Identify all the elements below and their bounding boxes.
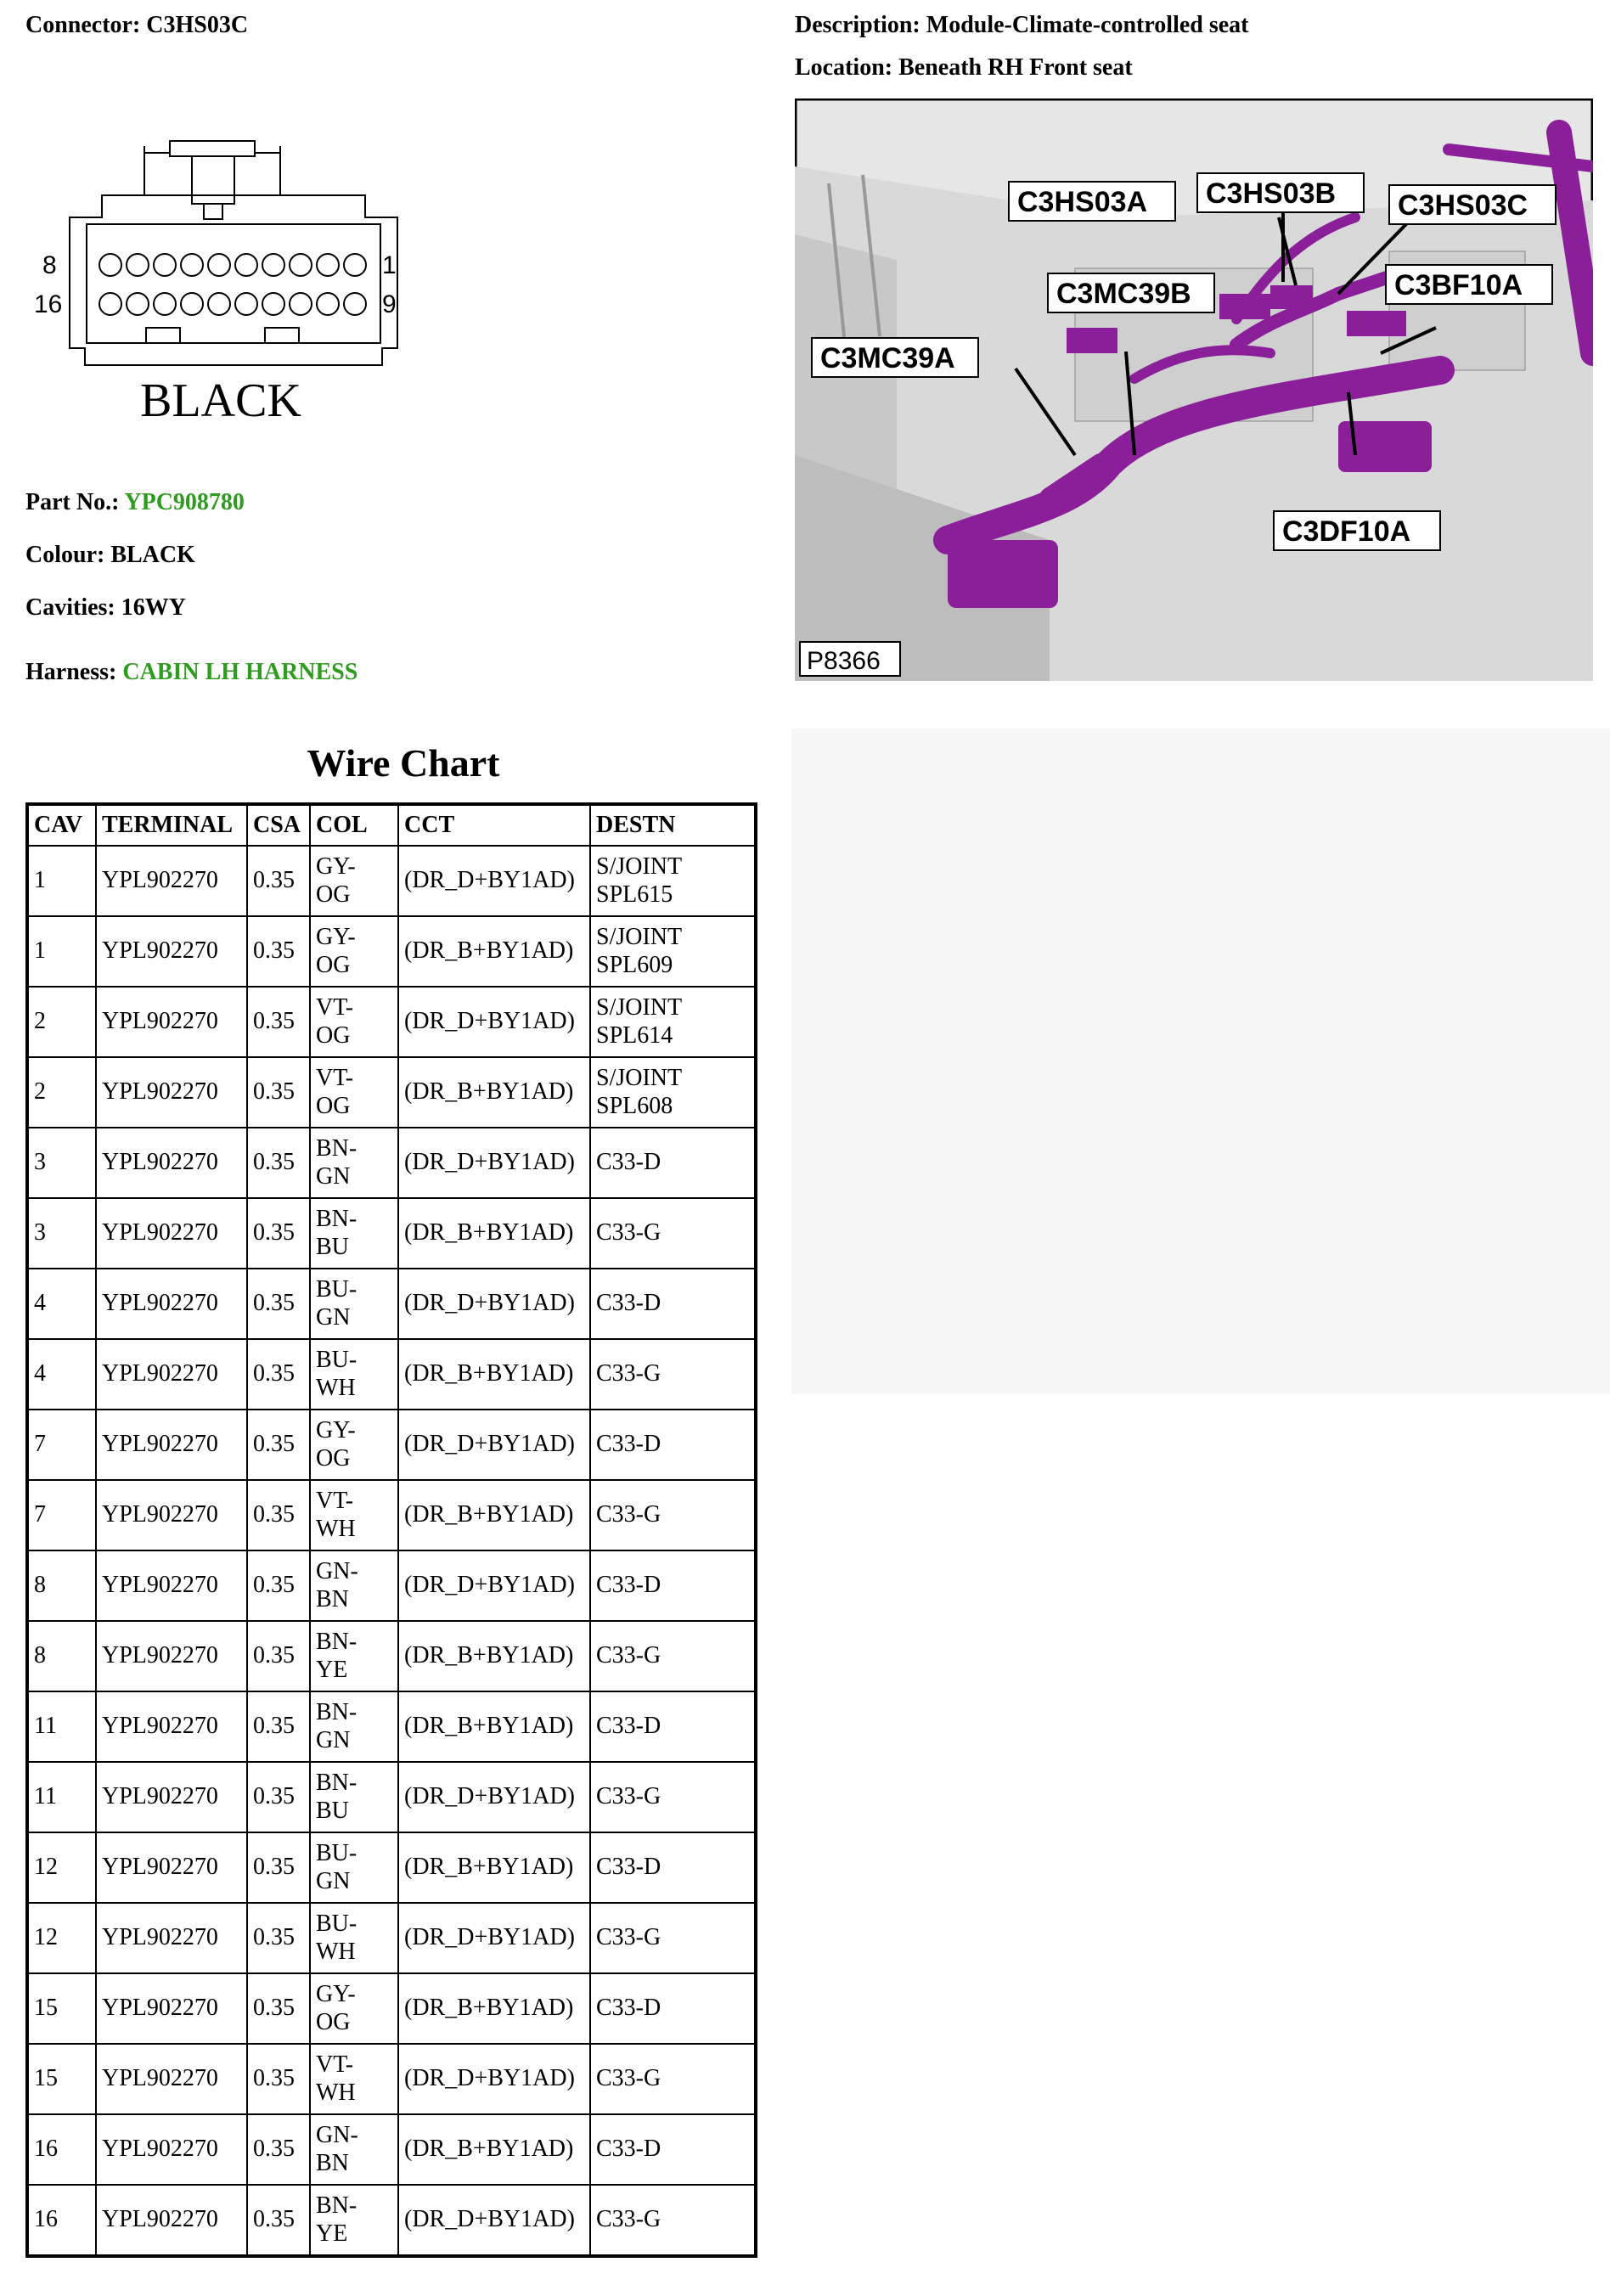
- cell-destn: [591, 1904, 754, 1972]
- cell-destn: [591, 1340, 754, 1409]
- connector-field: [25, 12, 248, 39]
- blank-panel: [791, 729, 1610, 1394]
- cell-col-line2: OG: [316, 881, 351, 908]
- cell-destn-line1: C33-G: [596, 1501, 661, 1528]
- cell-cav: 4: [29, 1269, 95, 1338]
- cell-col-line2: WH: [316, 1374, 356, 1401]
- cell-cct: (DR_B+BY1AD): [399, 917, 589, 986]
- table-row: [29, 1481, 754, 1550]
- table-row: [29, 2045, 754, 2113]
- table-row: [29, 1269, 754, 1338]
- wire-chart-table: [25, 802, 757, 2258]
- cell-col: [311, 2045, 397, 2113]
- cell-col-line2: GN: [316, 1867, 351, 1894]
- cell-terminal: YPL902270: [97, 1481, 246, 1550]
- cell-cct: (DR_D+BY1AD): [399, 2045, 589, 2113]
- cavities-field: [25, 594, 186, 622]
- colour-value: BLACK: [110, 542, 195, 568]
- cell-col-line2: OG: [316, 951, 351, 978]
- table-row: [29, 1058, 754, 1127]
- cell-destn: [591, 847, 754, 915]
- cell-csa: 0.35: [248, 1269, 309, 1338]
- cell-destn-line1: S/JOINT: [596, 1065, 683, 1092]
- table-header-row: [29, 806, 754, 845]
- pin-label-bottom-right: 9: [382, 290, 397, 318]
- cell-col-line1: BN-: [316, 1135, 357, 1162]
- cell-col-line2: BN: [316, 1585, 349, 1612]
- harness-link[interactable]: CABIN LH HARNESS: [122, 659, 358, 685]
- cell-cct: (DR_D+BY1AD): [399, 1551, 589, 1620]
- cell-col: [311, 1833, 397, 1902]
- table-row: [29, 1974, 754, 2043]
- location-photo: [795, 98, 1593, 681]
- cell-destn: [591, 1481, 754, 1550]
- cell-cav: 16: [29, 2186, 95, 2254]
- cell-destn: [591, 917, 754, 986]
- cell-cav: 12: [29, 1833, 95, 1902]
- cell-cav: 3: [29, 1128, 95, 1197]
- cell-col: [311, 1904, 397, 1972]
- cell-csa: 0.35: [248, 1622, 309, 1691]
- cell-destn-line1: C33-D: [596, 1713, 661, 1740]
- cell-csa: 0.35: [248, 1058, 309, 1127]
- cell-csa: 0.35: [248, 2186, 309, 2254]
- table-row: [29, 1199, 754, 1268]
- cell-col-line2: OG: [316, 2008, 351, 2035]
- cell-destn: [591, 1692, 754, 1761]
- colour-label: Colour:: [25, 542, 105, 568]
- cell-terminal: YPL902270: [97, 1340, 246, 1409]
- cell-col-line1: VT-: [316, 994, 354, 1021]
- cell-csa: 0.35: [248, 1410, 309, 1479]
- cell-destn: [591, 2186, 754, 2254]
- cell-destn-line1: C33-D: [596, 1290, 661, 1317]
- table-row: [29, 917, 754, 986]
- description-field: [795, 12, 1249, 39]
- cell-cav: 2: [29, 988, 95, 1056]
- cell-terminal: YPL902270: [97, 917, 246, 986]
- cell-csa: 0.35: [248, 847, 309, 915]
- cell-col-line1: GY-: [316, 1417, 356, 1444]
- cell-col: [311, 1622, 397, 1691]
- cell-cav: 11: [29, 1763, 95, 1832]
- cell-destn-line2: SPL615: [596, 881, 673, 908]
- cell-col: [311, 1269, 397, 1338]
- cell-terminal: YPL902270: [97, 847, 246, 915]
- cell-destn-line1: C33-D: [596, 1149, 661, 1176]
- header-destn: DESTN: [591, 806, 754, 845]
- cell-cav: 7: [29, 1481, 95, 1550]
- table-row: [29, 1551, 754, 1620]
- cell-csa: 0.35: [248, 1128, 309, 1197]
- cell-col-line2: GN: [316, 1162, 351, 1190]
- cell-col-line1: BN-: [316, 1629, 357, 1656]
- cell-col-line2: YE: [316, 1656, 348, 1683]
- cell-col-line1: GY-: [316, 924, 356, 951]
- cell-cav: 4: [29, 1340, 95, 1409]
- cell-col-line1: GN-: [316, 1558, 358, 1585]
- cell-destn: [591, 1974, 754, 2043]
- header-terminal: TERMINAL: [97, 806, 246, 845]
- cell-cav: 8: [29, 1622, 95, 1691]
- cell-destn: [591, 1622, 754, 1691]
- cell-col-line1: VT-: [316, 2051, 354, 2079]
- table-row: [29, 1833, 754, 1902]
- location-value: Beneath RH Front seat: [898, 54, 1133, 81]
- cell-destn-line1: C33-D: [596, 1572, 661, 1599]
- cell-cav: 15: [29, 2045, 95, 2113]
- pin-label-top-left: 8: [42, 251, 57, 279]
- cell-col-line1: BN-: [316, 1206, 357, 1233]
- table-row: [29, 1622, 754, 1691]
- cell-terminal: YPL902270: [97, 1128, 246, 1197]
- table-row: [29, 1410, 754, 1479]
- header-cct: CCT: [399, 806, 589, 845]
- cell-destn-line2: SPL614: [596, 1021, 673, 1049]
- cell-terminal: YPL902270: [97, 1974, 246, 2043]
- table-row: [29, 847, 754, 915]
- harness-label: Harness:: [25, 659, 117, 685]
- cell-destn-line1: C33-G: [596, 1219, 661, 1246]
- table-row: [29, 1692, 754, 1761]
- cell-csa: 0.35: [248, 1833, 309, 1902]
- callout-c3mc39a: C3MC39A: [820, 342, 955, 374]
- cell-col-line1: BU-: [316, 1840, 357, 1867]
- cell-col: [311, 1763, 397, 1832]
- cell-cav: 7: [29, 1410, 95, 1479]
- wire-chart-title: Wire Chart: [307, 741, 500, 785]
- cell-csa: 0.35: [248, 1481, 309, 1550]
- cell-destn: [591, 1269, 754, 1338]
- cell-col-line2: YE: [316, 2220, 348, 2247]
- table-row: [29, 988, 754, 1056]
- cell-cav: 1: [29, 917, 95, 986]
- cell-cct: (DR_D+BY1AD): [399, 1128, 589, 1197]
- cell-col-line1: BU-: [316, 1347, 357, 1374]
- pin-label-bottom-left: 16: [34, 290, 63, 318]
- cell-terminal: YPL902270: [97, 1833, 246, 1902]
- cell-destn: [591, 1833, 754, 1902]
- cell-col: [311, 847, 397, 915]
- cell-csa: 0.35: [248, 1904, 309, 1972]
- cell-cav: 2: [29, 1058, 95, 1127]
- cell-destn: [591, 1058, 754, 1127]
- cell-col: [311, 1128, 397, 1197]
- cell-col: [311, 1410, 397, 1479]
- part-number-link[interactable]: YPC908780: [124, 489, 245, 515]
- cell-terminal: YPL902270: [97, 1763, 246, 1832]
- cell-cct: (DR_B+BY1AD): [399, 1199, 589, 1268]
- cell-csa: 0.35: [248, 1763, 309, 1832]
- cell-cct: (DR_D+BY1AD): [399, 847, 589, 915]
- cell-cav: 3: [29, 1199, 95, 1268]
- cell-cct: (DR_D+BY1AD): [399, 1763, 589, 1832]
- callout-c3df10a: C3DF10A: [1282, 515, 1411, 548]
- cell-cav: 15: [29, 1974, 95, 2043]
- cell-destn-line1: C33-G: [596, 2065, 661, 2092]
- cell-col: [311, 988, 397, 1056]
- cell-csa: 0.35: [248, 2045, 309, 2113]
- cell-terminal: YPL902270: [97, 1904, 246, 1972]
- connector-label: Connector:: [25, 12, 141, 38]
- cell-col: [311, 1199, 397, 1268]
- cell-terminal: YPL902270: [97, 1692, 246, 1761]
- cell-col: [311, 1481, 397, 1550]
- header-cav: CAV: [29, 806, 95, 845]
- cell-col-line1: BU-: [316, 1276, 357, 1303]
- cell-cct: (DR_B+BY1AD): [399, 1974, 589, 2043]
- cell-terminal: YPL902270: [97, 1199, 246, 1268]
- colour-field: [25, 542, 195, 569]
- cell-terminal: YPL902270: [97, 1551, 246, 1620]
- cell-destn: [591, 1128, 754, 1197]
- cell-cav: 12: [29, 1904, 95, 1972]
- cell-col: [311, 917, 397, 986]
- cell-csa: 0.35: [248, 2115, 309, 2184]
- cavities-value: 16WY: [121, 594, 186, 621]
- cell-cct: (DR_D+BY1AD): [399, 1904, 589, 1972]
- cell-destn-line2: SPL608: [596, 1092, 673, 1119]
- cell-terminal: YPL902270: [97, 1410, 246, 1479]
- cell-col-line2: WH: [316, 2079, 356, 2106]
- cell-destn: [591, 2115, 754, 2184]
- cell-destn-line1: C33-G: [596, 1924, 661, 1951]
- cell-csa: 0.35: [248, 1692, 309, 1761]
- pin-label-top-right: 1: [382, 251, 397, 279]
- cell-terminal: YPL902270: [97, 2115, 246, 2184]
- connector-colour-text: BLACK: [140, 374, 301, 427]
- cell-col-line1: VT-: [316, 1488, 354, 1515]
- cell-destn-line1: C33-G: [596, 2206, 661, 2233]
- callout-c3hs03b: C3HS03B: [1206, 177, 1337, 210]
- cell-col-line2: GN: [316, 1303, 351, 1331]
- cell-col-line1: BN-: [316, 2192, 357, 2220]
- callout-c3hs03a: C3HS03A: [1017, 186, 1148, 218]
- cell-col-line2: WH: [316, 1938, 356, 1965]
- cell-csa: 0.35: [248, 917, 309, 986]
- cell-col: [311, 2115, 397, 2184]
- photo-reference: P8366: [807, 647, 881, 675]
- cell-cct: (DR_D+BY1AD): [399, 2186, 589, 2254]
- callout-c3mc39b: C3MC39B: [1056, 278, 1191, 310]
- cell-destn-line1: S/JOINT: [596, 924, 683, 951]
- cell-col: [311, 2186, 397, 2254]
- cell-col-line1: GY-: [316, 853, 356, 881]
- cell-terminal: YPL902270: [97, 988, 246, 1056]
- cell-col-line1: VT-: [316, 1065, 354, 1092]
- cell-cct: (DR_B+BY1AD): [399, 1833, 589, 1902]
- table-row: [29, 1904, 754, 1972]
- cell-destn-line2: SPL609: [596, 951, 673, 978]
- cell-terminal: YPL902270: [97, 2186, 246, 2254]
- cell-col: [311, 1340, 397, 1409]
- callout-c3bf10a: C3BF10A: [1394, 269, 1523, 301]
- cell-terminal: YPL902270: [97, 2045, 246, 2113]
- cell-col-line1: BN-: [316, 1699, 357, 1726]
- cell-cav: 8: [29, 1551, 95, 1620]
- table-row: [29, 1128, 754, 1197]
- cell-csa: 0.35: [248, 1551, 309, 1620]
- cell-destn-line1: C33-G: [596, 1783, 661, 1810]
- cell-col-line2: BU: [316, 1797, 349, 1824]
- cell-cct: (DR_B+BY1AD): [399, 1340, 589, 1409]
- cell-col-line1: BN-: [316, 1770, 357, 1797]
- cell-col-line1: BU-: [316, 1911, 357, 1938]
- table-row: [29, 2115, 754, 2184]
- description-label: Description:: [795, 12, 920, 38]
- cell-destn-line1: C33-D: [596, 1995, 661, 2022]
- cell-col-line2: BN: [316, 2149, 349, 2176]
- description-value: Module-Climate-controlled seat: [926, 12, 1249, 38]
- table-row: [29, 1340, 754, 1409]
- cell-destn-line1: S/JOINT: [596, 853, 683, 881]
- cell-col-line2: BU: [316, 1233, 349, 1260]
- cell-col-line1: GY-: [316, 1981, 356, 2008]
- cell-cct: (DR_B+BY1AD): [399, 1622, 589, 1691]
- connector-face-diagram: [25, 136, 416, 433]
- cell-col: [311, 1058, 397, 1127]
- cell-destn-line1: C33-D: [596, 1854, 661, 1881]
- cell-destn-line1: C33-D: [596, 2136, 661, 2163]
- callout-c3hs03c: C3HS03C: [1398, 189, 1528, 222]
- cell-col-line2: OG: [316, 1092, 351, 1119]
- location-field: [795, 54, 1133, 82]
- cavities-label: Cavities:: [25, 594, 115, 621]
- cell-cct: (DR_B+BY1AD): [399, 1692, 589, 1761]
- location-label: Location:: [795, 54, 893, 81]
- cell-destn-line1: C33-G: [596, 1360, 661, 1387]
- cell-col: [311, 1692, 397, 1761]
- cell-destn: [591, 1410, 754, 1479]
- cell-destn-line1: S/JOINT: [596, 994, 683, 1021]
- cell-cav: 1: [29, 847, 95, 915]
- table-row: [29, 2186, 754, 2254]
- table-row: [29, 1763, 754, 1832]
- cell-cct: (DR_D+BY1AD): [399, 1269, 589, 1338]
- cell-csa: 0.35: [248, 988, 309, 1056]
- cell-terminal: YPL902270: [97, 1622, 246, 1691]
- cell-col-line2: OG: [316, 1444, 351, 1472]
- cell-cct: (DR_B+BY1AD): [399, 1481, 589, 1550]
- cell-col-line2: WH: [316, 1515, 356, 1542]
- cell-cct: (DR_B+BY1AD): [399, 1058, 589, 1127]
- cell-csa: 0.35: [248, 1340, 309, 1409]
- cell-destn: [591, 1763, 754, 1832]
- harness-field: [25, 659, 357, 686]
- header-csa: CSA: [248, 806, 309, 845]
- cell-destn-line1: C33-G: [596, 1642, 661, 1669]
- connector-value: C3HS03C: [146, 12, 249, 38]
- cell-cct: (DR_B+BY1AD): [399, 2115, 589, 2184]
- cell-terminal: YPL902270: [97, 1058, 246, 1127]
- cell-cav: 11: [29, 1692, 95, 1761]
- cell-col-line1: GN-: [316, 2122, 358, 2149]
- cell-destn: [591, 2045, 754, 2113]
- cell-cct: (DR_D+BY1AD): [399, 1410, 589, 1479]
- cell-col: [311, 1974, 397, 2043]
- part-number-field: [25, 489, 245, 516]
- cell-destn: [591, 1551, 754, 1620]
- cell-csa: 0.35: [248, 1974, 309, 2043]
- cell-cav: 16: [29, 2115, 95, 2184]
- header-col: COL: [311, 806, 397, 845]
- cell-csa: 0.35: [248, 1199, 309, 1268]
- cell-terminal: YPL902270: [97, 1269, 246, 1338]
- cell-cct: (DR_D+BY1AD): [399, 988, 589, 1056]
- cell-col-line2: GN: [316, 1726, 351, 1753]
- part-number-label: Part No.:: [25, 489, 120, 515]
- cell-col: [311, 1551, 397, 1620]
- cell-destn-line1: C33-D: [596, 1431, 661, 1458]
- cell-col-line2: OG: [316, 1021, 351, 1049]
- cell-destn: [591, 988, 754, 1056]
- cell-destn: [591, 1199, 754, 1268]
